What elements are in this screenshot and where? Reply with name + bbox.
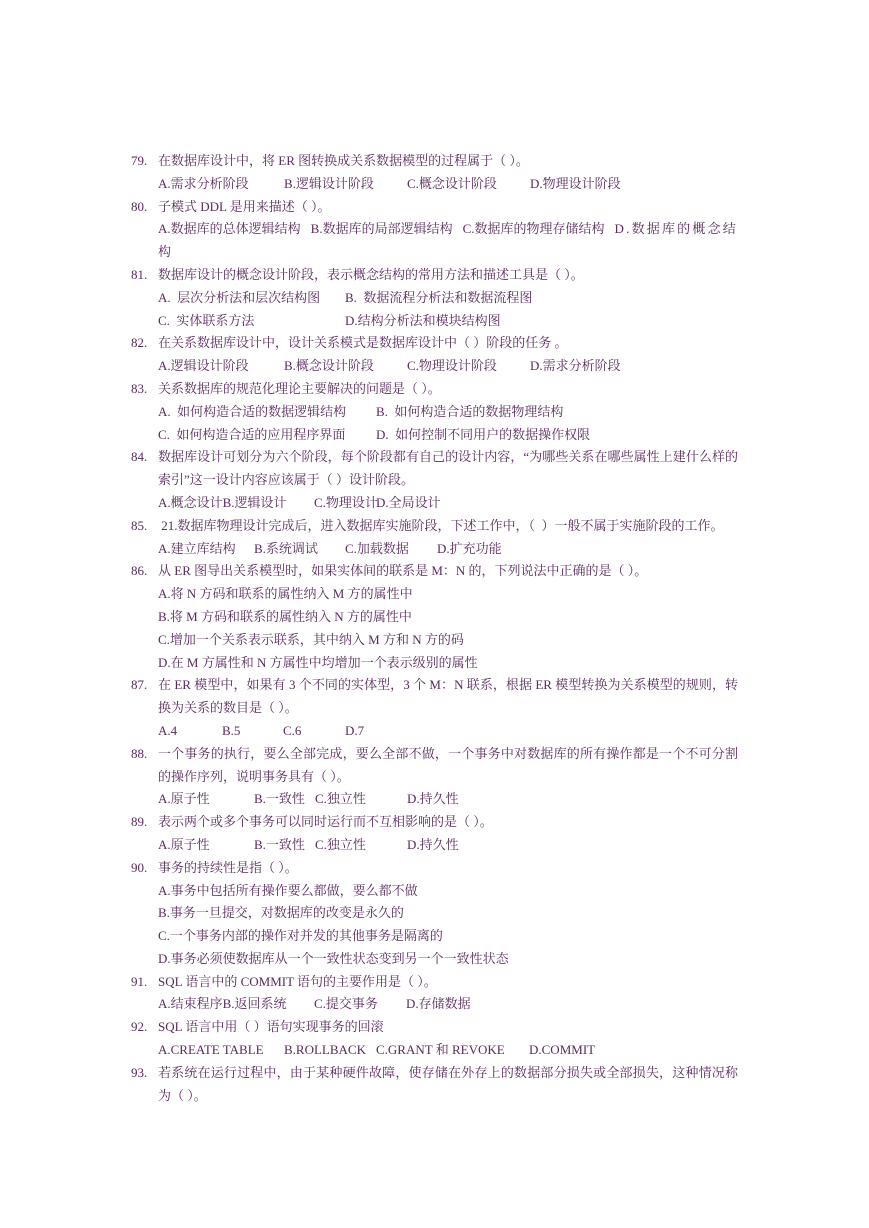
question-text: 一个事务的执行，要么全部完成，要么全部不做，一个事务中对数据库的所有操作都是一个不可分割 (158, 745, 738, 761)
question-91 (0, 971, 869, 994)
question-text: 若系统在运行过程中，由于某种硬件故障，使存储在外存上的数据部分损失或全部损失，这种情况称 (158, 1064, 738, 1080)
option-b: B.系统调试 (254, 540, 318, 556)
question-text: 子模式 DDL 是用来描述（ ）。 (158, 198, 331, 214)
option-c: C. 实体联系方法 (158, 312, 255, 328)
question-text: 表示两个或多个事务可以同时运行而不互相影响的是（ ）。 (158, 814, 493, 830)
question-93 (0, 1062, 869, 1108)
question-88 (0, 743, 869, 789)
question-79 (0, 150, 869, 173)
option-c: C.一个事务内部的操作对并发的其他事务是隔离的 (158, 928, 443, 944)
option-row (0, 492, 869, 515)
option-d: D.存储数据 (406, 996, 471, 1012)
option-a-b: A.结束程序B.返回系统 (158, 996, 287, 1012)
question-82 (0, 332, 869, 355)
question-number: 87. (131, 677, 148, 693)
option-d: D.持久性 (407, 836, 459, 852)
question-number: 93. (131, 1064, 148, 1080)
option-list (0, 583, 869, 674)
option-d: D.数据库的概念结 (614, 221, 738, 237)
question-85 (0, 515, 869, 538)
question-text: 21.数据库物理设计完成后，进入数据库实施阶段，下述工作中，（ ）一般不属于实施阶段的工作。 (158, 517, 724, 533)
option-row (0, 538, 869, 561)
option-b: B.将 M 方码和联系的属性纳入 N 方的属性中 (158, 608, 412, 624)
option-c: C.GRANT 和 REVOKE (376, 1042, 505, 1058)
option-c: C.独立性 (315, 836, 366, 852)
option-b: B.逻辑设计阶段 (284, 175, 374, 191)
question-number: 83. (131, 380, 148, 396)
option-row (0, 788, 869, 811)
question-number: 85. (131, 517, 148, 533)
question-84 (0, 446, 869, 492)
option-a: A.事务中包括所有操作要么都做，要么都不做 (158, 882, 418, 898)
option-list (0, 880, 869, 971)
question-text-continued: 的操作序列，说明事务具有（ ）。 (158, 768, 350, 784)
question-number: 92. (131, 1019, 148, 1035)
option-d: D.7 (345, 722, 365, 738)
option-c: C.增加一个关系表示联系，其中纳入 M 方和 N 方的码 (158, 631, 464, 647)
option-row (0, 993, 869, 1016)
option-a: A.CREATE TABLE (158, 1042, 264, 1058)
option-a: A.逻辑设计阶段 (158, 358, 249, 374)
option-b: B.ROLLBACK (284, 1042, 366, 1058)
question-number: 86. (131, 563, 148, 579)
option-row (0, 424, 869, 447)
option-a-b: A.概念设计B.逻辑设计 (158, 494, 287, 510)
option-a: A.需求分析阶段 (158, 175, 249, 191)
option-row (0, 355, 869, 378)
option-b: B.数据库的局部逻辑结构 (310, 221, 453, 237)
option-b: B.事务一旦提交，对数据库的改变是永久的 (158, 905, 404, 921)
question-86 (0, 560, 869, 583)
option-c: C.物理设计 (314, 494, 378, 510)
option-row (0, 401, 869, 424)
option-row (0, 720, 869, 743)
option-row (0, 310, 869, 333)
option-c: C.数据库的物理存储结构 (462, 221, 605, 237)
option-a: A. 层次分析法和层次结构图 (158, 289, 321, 305)
question-number: 88. (131, 745, 148, 761)
question-number: 84. (131, 449, 148, 465)
option-a: A.将 N 方码和联系的属性纳入 M 方的属性中 (158, 586, 413, 602)
option-wrap (0, 241, 869, 264)
option-c: C.独立性 (315, 791, 366, 807)
option-c: C.物理设计阶段 (407, 358, 497, 374)
option-d: D.结构分析法和模块结构图 (345, 312, 501, 328)
option-row (0, 173, 869, 196)
option-d: D.全局设计 (376, 494, 441, 510)
question-text: 事务的持续性是指（ ）。 (158, 859, 298, 875)
exam-page (0, 150, 869, 1107)
question-number: 79. (131, 153, 148, 168)
option-d: D.扩充功能 (437, 540, 502, 556)
question-89 (0, 811, 869, 834)
question-90 (0, 857, 869, 880)
option-c: C.概念设计阶段 (407, 175, 497, 191)
question-number: 82. (131, 335, 148, 351)
option-d-continuation: 构 (158, 244, 172, 260)
option-d: D.事务必须使数据库从一个一致性状态变到另一个一致性状态 (158, 950, 509, 966)
question-text: 在数据库设计中，将 ER 图转换成关系数据模型的过程属于（ ）。 (158, 153, 529, 168)
option-c: C.6 (283, 722, 302, 738)
option-b: B. 数据流程分析法和数据流程图 (345, 289, 533, 305)
question-text: 数据库设计可划分为六个阶段，每个阶段都有自己的设计内容，“为哪些关系在哪些属性上建什么样的 (158, 449, 738, 465)
option-c: C.提交事务 (314, 996, 378, 1012)
option-a: A.原子性 (158, 836, 210, 852)
question-text: 在 ER 模型中，如果有 3 个不同的实体型，3 个 M：N 联系，根据 ER 模型转换为关系模型的规则，转 (158, 677, 738, 693)
question-text-continued: 为（ ）。 (158, 1087, 207, 1103)
option-a: A.原子性 (158, 791, 210, 807)
option-a: A.建立库结构 (158, 540, 236, 556)
question-text: 在关系数据库设计中，设计关系模式是数据库设计中（ ）阶段的任务 。 (158, 335, 568, 351)
question-text: SQL 语言中的 COMMIT 语句的主要作用是（ ）。 (158, 973, 437, 989)
option-b: B.5 (222, 722, 241, 738)
question-number: 91. (131, 973, 148, 989)
question-text: 关系数据库的规范化理论主要解决的问题是（ ）。 (158, 380, 441, 396)
question-83 (0, 378, 869, 401)
option-d: D.COMMIT (529, 1042, 596, 1058)
question-number: 89. (131, 814, 148, 830)
question-number: 90. (131, 859, 148, 875)
option-row (0, 218, 869, 241)
option-c: C. 如何构造合适的应用程序界面 (158, 426, 346, 442)
option-row (0, 1039, 869, 1062)
question-number: 81. (131, 266, 148, 282)
option-d: D.持久性 (407, 791, 459, 807)
question-text-continued: 索引”这一设计内容应该属于（ ）设计阶段。 (158, 472, 415, 488)
option-d: D.在 M 方属性和 N 方属性中均增加一个表示级别的属性 (158, 654, 478, 670)
option-d: D. 如何控制不同用户的数据操作权限 (376, 426, 591, 442)
option-b: B. 如何构造合适的数据物理结构 (376, 403, 564, 419)
question-92 (0, 1016, 869, 1039)
option-a: A.4 (158, 722, 178, 738)
question-80 (0, 196, 869, 219)
option-a: A.数据库的总体逻辑结构 (158, 221, 301, 237)
option-b: B.一致性 (254, 791, 305, 807)
option-b: B.一致性 (254, 836, 305, 852)
question-text: 数据库设计的概念设计阶段，表示概念结构的常用方法和描述工具是（ ）。 (158, 266, 584, 282)
question-81 (0, 264, 869, 287)
option-row (0, 287, 869, 310)
question-text-continued: 换为关系的数目是（ ）。 (158, 700, 298, 716)
question-text: 从 ER 图导出关系模型时，如果实体间的联系是 M：N 的，下列说法中正确的是（ ）。 (158, 563, 648, 579)
question-87 (0, 674, 869, 720)
option-a: A. 如何构造合适的数据逻辑结构 (158, 403, 347, 419)
question-number: 80. (131, 198, 148, 214)
option-d: D.需求分析阶段 (530, 358, 621, 374)
option-d: D.物理设计阶段 (530, 175, 621, 191)
option-b: B.概念设计阶段 (284, 358, 374, 374)
option-row (0, 834, 869, 857)
question-text: SQL 语言中用（ ）语句实现事务的回滚 (158, 1019, 384, 1035)
option-c: C.加载数据 (345, 540, 409, 556)
